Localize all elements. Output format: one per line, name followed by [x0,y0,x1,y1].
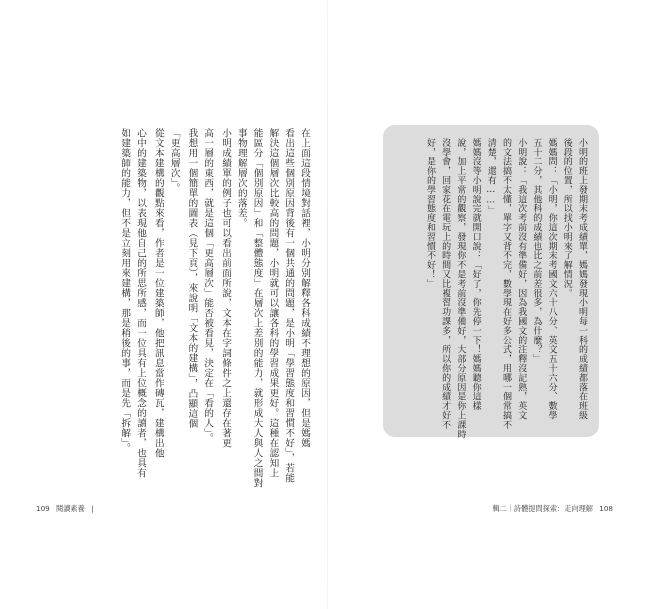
paragraph: 看出這些個別原因背後有一個共通的問題，是小明「學習態度和習慣不好」，若能 [283,128,295,484]
paragraph: 能區分「個別原因」和「整體態度」在層次上差別的能力，就形成大人與人之間對 [251,128,263,488]
box-line: 說，加上平常的觀察，發現你不是考前沒準備好，大部分原因是你上課時 [455,138,466,439]
paragraph: 解決這個層次比較高的問題，小明就可以讓各科的學習成果更好。這種在認知上 [267,128,279,478]
paragraph: 從文本建構的觀點來看，作者是一位建築師，他把訊息當作磚瓦，建構出他 [152,128,164,458]
paragraph: 在上面這段情境對話裡，小明分別解釋各科成績不理想的原因，但是媽媽 [299,128,310,448]
box-line: 小明的班上發期末考成績單，媽媽發現小明每一科的成績都落在班級 [577,138,587,420]
box-line: 的文法搞不太懂，單字又背不完，數學現在好多公式，用哪一個常搞不 [500,138,511,430]
paragraph: 小明成績單的例子也可以看出前面所說，文本在字詞條件之上還存在著更 [220,128,232,448]
box-line: 媽媽問：「小明，你這次期末考國文六十八分、英文五十六分、數學 [546,138,557,420]
box-line: 五十二分，其他科的成績也比之前差很多，為什麼？」 [531,138,542,364]
running-title: 閱讀素養 [56,504,85,513]
box-line: 媽媽沒等小明說完就開口說：「好了，你先停一下！媽媽聽你這樣 [470,138,481,411]
footer-divider: | [91,504,94,513]
left-page-body [60,128,312,488]
book-gutter [327,0,328,609]
paragraph: 我想用一個簡單的圖表（見下頁），來說明「文本的建構」，凸顯這個 [186,128,198,429]
paragraph: 事物理解層次的落差。 [235,128,247,228]
right-page-footer [492,504,617,514]
left-page-footer [36,504,98,514]
paragraph: 高一層的東西，就是這個「更高層次」能否被看見，決定在「看的人」。 [202,128,214,444]
box-line: 沒學會，回家花在電玩上的時間又比複習功課多，所以你的成績才好不 [440,138,451,430]
box-line: 後段的位置，所以找小明來了解情況。 [561,138,572,298]
box-line: 好，是你的學習態度和習慣不好！」 [424,138,435,289]
box-line: 小明說：「我這次考前沒有準備好，因為我國文的注釋沒記熟，英文 [516,138,527,420]
paragraph: 如建築師的能力，但不是立刻用來建構，那是稍後的事，而是先「拆解」。 [119,128,131,454]
page-number: 109 [36,504,50,513]
page-number: 108 [599,504,613,513]
running-title: 輯二｜詩體提問探索：走向理解 [492,504,593,513]
box-line: 清楚，還有……」 [485,138,496,216]
paragraph: 「更高層次」。 [168,128,180,194]
dialogue-box-text [422,138,589,439]
paragraph: 心中的建築物，以表現他自己的所思所感，而一位具有上位概念的讀者，也具有 [135,128,147,478]
